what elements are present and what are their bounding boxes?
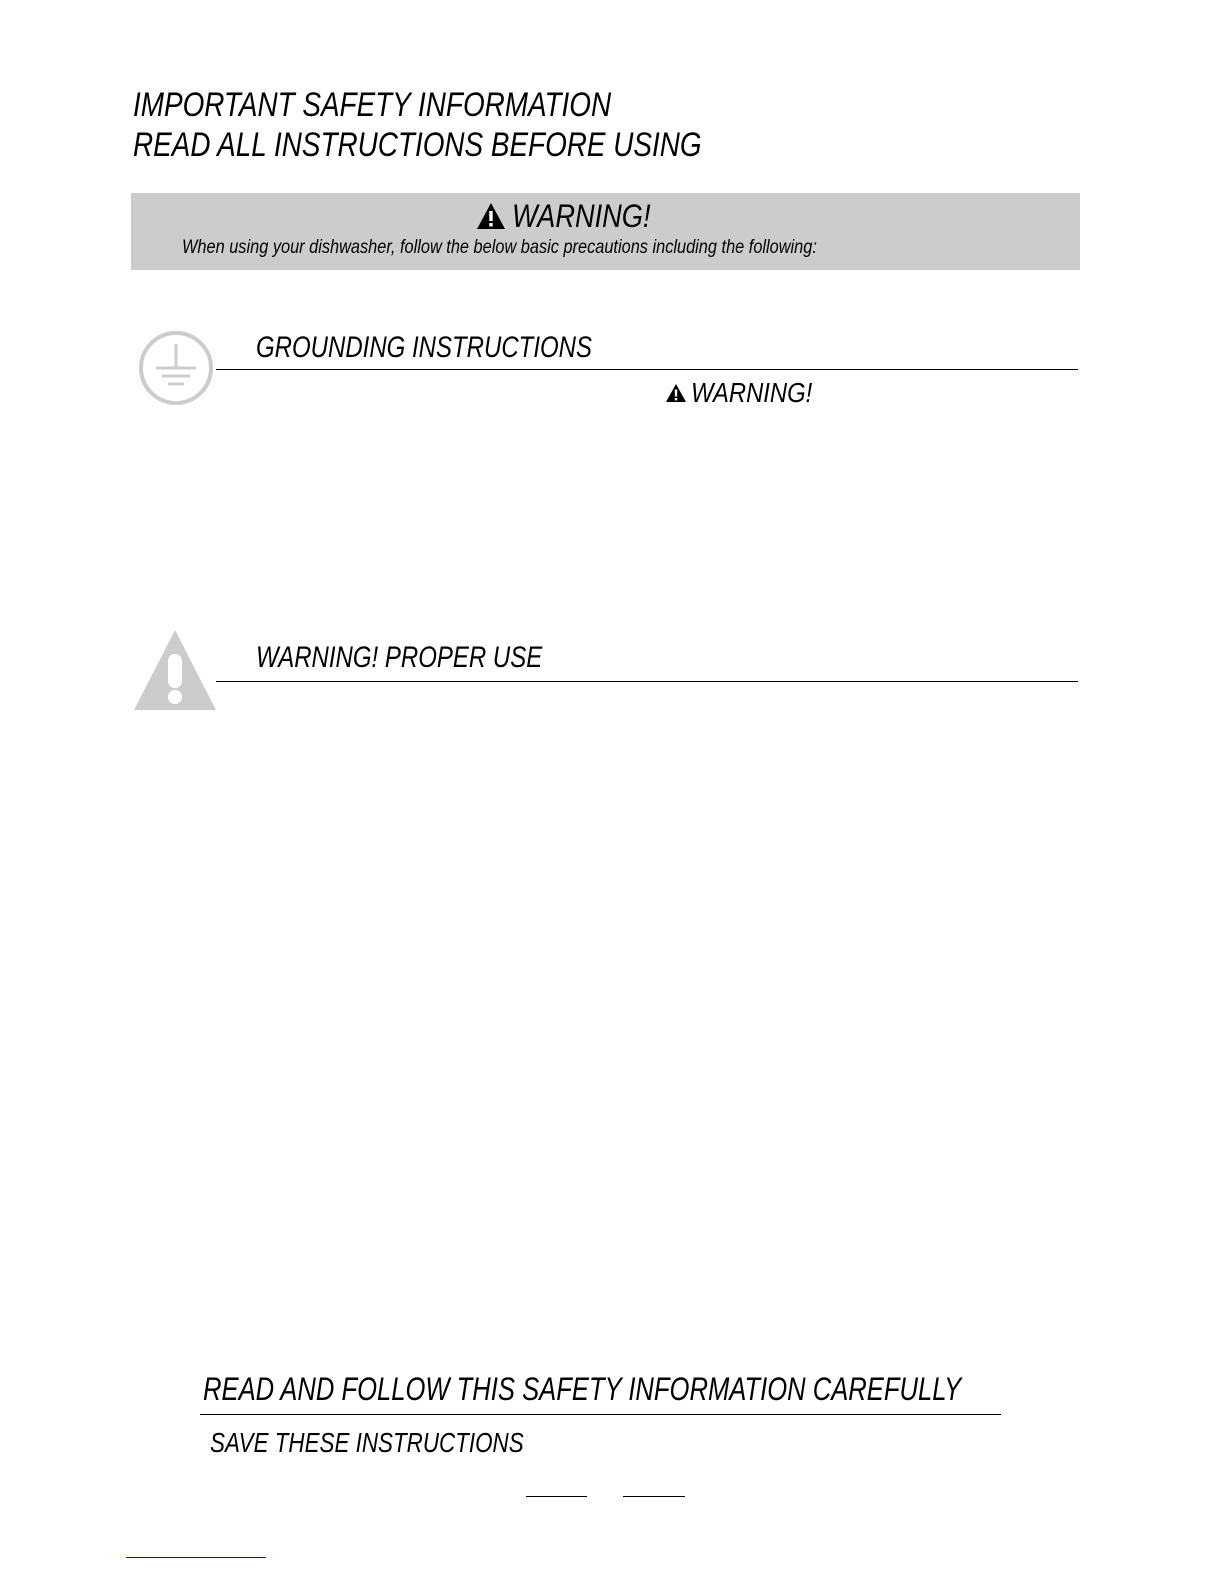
footer-divider bbox=[200, 1414, 1001, 1415]
warning-banner bbox=[131, 193, 1080, 270]
grounding-warning-label: WARNING! bbox=[691, 377, 813, 408]
banner-warning-title: WARNING! bbox=[512, 198, 651, 234]
banner-subtitle: When using your dishwasher, follow the below basic precautions including the following: bbox=[182, 237, 817, 258]
proper-use-divider bbox=[216, 681, 1078, 682]
grounding-heading: GROUNDING INSTRUCTIONS bbox=[256, 331, 592, 364]
proper-use-heading: WARNING! PROPER USE bbox=[256, 641, 543, 674]
grounding-warning bbox=[665, 376, 834, 410]
title-line-1: IMPORTANT SAFETY INFORMATION bbox=[133, 86, 612, 124]
banner-warning-heading bbox=[476, 198, 675, 234]
warning-triangle-icon bbox=[476, 202, 506, 230]
footer-heading: READ AND FOLLOW THIS SAFETY INFORMATION CAREFULLY bbox=[203, 1371, 962, 1407]
title-line-2: READ ALL INSTRUCTIONS BEFORE USING bbox=[133, 126, 702, 164]
page-number-rule-left bbox=[526, 1496, 587, 1497]
footer-subheading: SAVE THESE INSTRUCTIONS bbox=[210, 1427, 524, 1458]
exclamation-triangle-icon bbox=[132, 628, 218, 712]
warning-triangle-icon bbox=[665, 383, 687, 403]
page-number-rule-right bbox=[623, 1496, 685, 1497]
footer-link-underline[interactable] bbox=[126, 1557, 266, 1558]
grounding-divider bbox=[216, 369, 1078, 370]
ground-symbol-icon bbox=[137, 330, 215, 406]
